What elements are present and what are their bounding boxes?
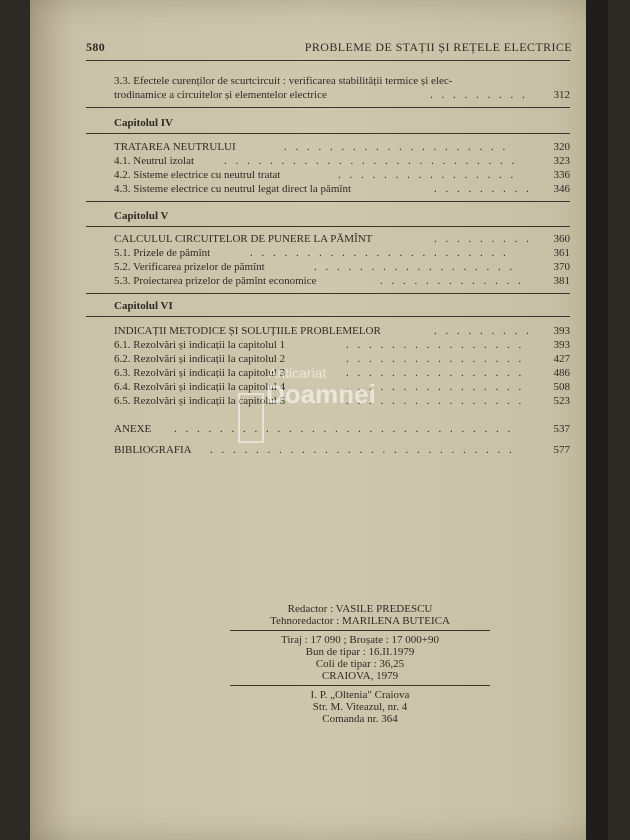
toc-entry-4-3: 4.3. Sisteme electrice cu neutrul legat direct la pămînt . . . . . . . . . 346 [114,183,570,195]
colophon-print-date: Bun de tipar : 16.II.1979 [305,646,415,658]
colophon-tech-editor: Tehnoredactor : MARILENA BUTEICA [270,615,450,627]
chapter-6-title: INDICAȚII METODICE ȘI SOLUȚIILE PROBLEMELOR . . . . . . . . . 393 [114,325,570,337]
toc-entry-5-2: 5.2. Verificarea prizelor de pămînt . . . . . . . . . . . . . . . . . . 370 [114,261,570,273]
colophon-rule [230,630,490,631]
colophon [230,603,490,725]
toc-entry-6-2: 6.2. Rezolvări și indicații la capitolul 2 . . . . . . . . . . . . . . . . 427 [114,353,570,365]
toc-entry-5-3: 5.3. Proiectarea prizelor de pămînt economice . . . . . . . . . . . . . 381 [114,275,570,287]
page-number: 580 [86,40,106,54]
toc-entry-6-1: 6.1. Rezolvări și indicații la capitolul 1 . . . . . . . . . . . . . . . . 393 [114,339,570,351]
page-edge [586,0,608,840]
chapter-6-label: Capitolul VI [114,300,173,312]
toc-entry-bibliography: BIBLIOGRAFIA . . . . . . . . . . . . . . . . . . . . . . . . . . . 577 [114,444,570,456]
colophon-rule [230,685,490,686]
section-rule [86,107,570,108]
toc-entry-3-3-line1: 3.3. Efectele curenților de scurtcircuit : verificarea stabilității termice și elec- [114,75,453,87]
colophon-editor: Redactor : VASILE PREDESCU [287,603,433,615]
toc-entry-4-1: 4.1. Neutrul izolat . . . . . . . . . . . . . . . . . . . . . . . . . . 323 [114,155,570,167]
running-title: PROBLEME DE STAȚII ȘI REȚELE ELECTRICE [304,40,572,54]
colophon-sheets: Coli de tipar : 36,25 [315,658,405,670]
chapter-5-title: CALCULUL CIRCUITELOR DE PUNERE LA PĂMÎNT . . . . . . . . . 360 [114,233,570,245]
watermark-name: Doamnei [266,379,376,409]
watermark-book-icon [238,393,264,443]
colophon-order: Comanda nr. 364 [322,713,398,725]
chapter-4-rule [86,133,570,134]
colophon-printer: I. P. „Oltenia" Craiova [310,689,410,701]
section-rule [86,293,570,294]
watermark-top: Anticariat [268,365,327,381]
section-rule [86,201,570,202]
chapter-4-label: Capitolul IV [114,117,173,129]
colophon-city-year: CRAIOVA, 1979 [321,670,399,682]
watermark [238,365,376,460]
toc-entry-5-1: 5.1. Prizele de pămînt . . . . . . . . . . . . . . . . . . . . . . . 361 [114,247,570,259]
toc-entry-6-5: 6.5. Rezolvări și indicații la capitolul 5 . . . . . . . . . . . . . . . . 523 [114,395,570,407]
toc-entry-4-2: 4.2. Sisteme electrice cu neutrul tratat . . . . . . . . . . . . . . . . 336 [114,169,570,181]
chapter-5-rule [86,226,570,227]
colophon-print-run: Tiraj : 17 090 ; Broșate : 17 000+90 [281,634,439,646]
toc-entry-6-3: 6.3. Rezolvări și indicații la capitolul 3 . . . . . . . . . . . . . . . . 486 [114,367,570,379]
toc-entry-6-4: 6.4. Rezolvări și indicații la capitolul 4 . . . . . . . . . . . . . . . . 508 [114,381,570,393]
chapter-4-title: TRATAREA NEUTRULUI . . . . . . . . . . . . . . . . . . . . 320 [114,141,570,153]
header-rule [86,60,570,61]
toc-page: 312 [553,89,570,101]
page-header [86,40,572,58]
chapter-6-rule [86,316,570,317]
toc-entry-annexes: ANEXE . . . . . . . . . . . . . . . . . . . . . . . . . . . . . . 537 [114,423,570,435]
colophon-address: Str. M. Viteazul, nr. 4 [312,701,408,713]
chapter-5-label: Capitolul V [114,210,169,222]
toc-entry-3-3-line2: trodinamice a circuitelor și elementelor electrice . . . . . . . . . 312 [114,89,570,101]
